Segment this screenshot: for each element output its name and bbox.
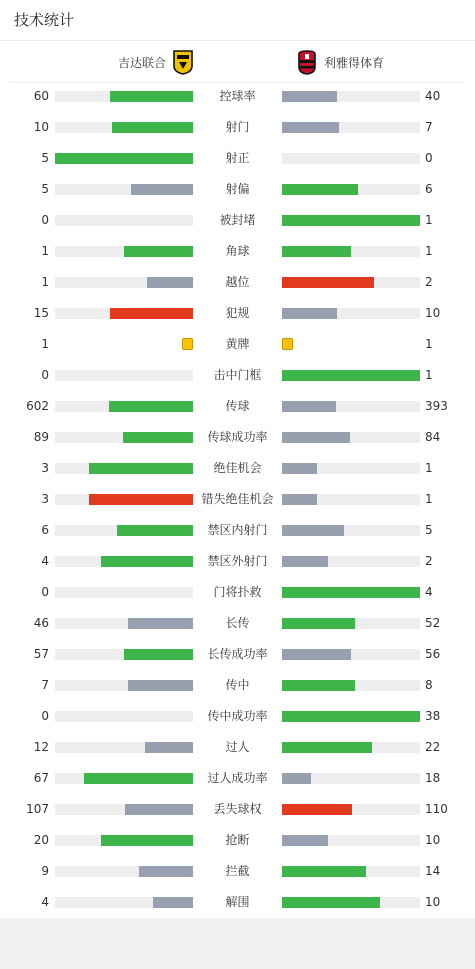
stat-label: 击中门框 — [213, 368, 262, 382]
home-value: 4 — [41, 554, 49, 568]
stat-label: 禁区外射门 — [207, 554, 268, 568]
away-yellow-card-icon — [282, 338, 293, 350]
away-bar-track — [282, 649, 420, 660]
away-bar-fill — [282, 246, 351, 257]
away-bar-fill — [282, 432, 350, 443]
stat-row — [0, 453, 475, 484]
home-bar-track — [55, 742, 193, 753]
stat-row — [0, 360, 475, 391]
away-bar-track — [282, 246, 420, 257]
away-bar-track — [282, 556, 420, 567]
home-value: 67 — [33, 771, 49, 785]
home-bar-fill — [110, 91, 193, 102]
stat-label: 解围 — [225, 895, 250, 909]
away-bar-fill — [282, 184, 358, 195]
home-value: 1 — [41, 337, 49, 351]
away-value: 1 — [425, 461, 433, 475]
stat-row — [0, 515, 475, 546]
stat-label: 传中 — [225, 678, 250, 692]
home-value: 9 — [41, 864, 49, 878]
stat-row — [0, 81, 475, 112]
away-bar-track — [282, 587, 420, 598]
stat-label: 长传成功率 — [207, 647, 268, 661]
home-bar-track — [55, 525, 193, 536]
away-value: 110 — [425, 802, 448, 816]
stat-label: 被封堵 — [219, 213, 256, 227]
home-value: 3 — [41, 461, 49, 475]
away-bar-track — [282, 153, 420, 164]
stat-label: 错失绝佳机会 — [201, 492, 274, 506]
stats-list — [0, 81, 475, 918]
stat-row — [0, 856, 475, 887]
away-bar-fill — [282, 587, 420, 598]
home-bar-track — [55, 215, 193, 226]
home-bar-fill — [147, 277, 193, 288]
away-value: 1 — [425, 244, 433, 258]
home-value: 46 — [33, 616, 49, 630]
home-team-name: 吉达联合 — [118, 55, 167, 70]
home-value: 15 — [33, 306, 49, 320]
away-bar-track — [282, 91, 420, 102]
home-bar-fill — [101, 556, 193, 567]
home-bar-fill — [55, 153, 193, 164]
stat-row — [0, 732, 475, 763]
home-bar-track — [55, 649, 193, 660]
away-value: 14 — [425, 864, 441, 878]
home-bar-fill — [139, 866, 193, 877]
away-value: 1 — [425, 492, 433, 506]
stat-row — [0, 484, 475, 515]
home-bar-track — [55, 897, 193, 908]
away-value: 2 — [425, 275, 433, 289]
away-value: 1 — [425, 337, 433, 351]
away-value: 52 — [425, 616, 441, 630]
away-bar-fill — [282, 773, 311, 784]
away-value: 40 — [425, 89, 441, 103]
home-value: 12 — [33, 740, 49, 754]
team-header — [10, 41, 465, 83]
away-bar-fill — [282, 835, 328, 846]
away-bar-track — [282, 277, 420, 288]
stat-label: 控球率 — [219, 89, 256, 103]
stat-label: 射门 — [225, 120, 250, 134]
home-bar-track — [55, 246, 193, 257]
away-value: 5 — [425, 523, 433, 537]
home-bar-fill — [124, 246, 193, 257]
stat-row — [0, 608, 475, 639]
away-bar-fill — [282, 742, 372, 753]
page-title: 技术统计 — [0, 0, 475, 41]
stat-row — [0, 298, 475, 329]
home-bar-fill — [89, 494, 193, 505]
away-value: 10 — [425, 306, 441, 320]
away-bar-track — [282, 804, 420, 815]
home-value: 5 — [41, 182, 49, 196]
stat-label: 角球 — [225, 244, 250, 258]
away-value: 22 — [425, 740, 441, 754]
home-value: 5 — [41, 151, 49, 165]
home-bar-track — [55, 401, 193, 412]
home-bar-fill — [131, 184, 193, 195]
away-bar-track — [282, 215, 420, 226]
home-value: 57 — [33, 647, 49, 661]
away-bar-track — [282, 463, 420, 474]
home-bar-fill — [109, 401, 193, 412]
home-bar-fill — [112, 122, 193, 133]
stat-row — [0, 143, 475, 174]
home-value: 0 — [41, 213, 49, 227]
away-value: 393 — [425, 399, 448, 413]
home-bar-track — [55, 370, 193, 381]
stat-row — [0, 267, 475, 298]
away-bar-fill — [282, 649, 351, 660]
stat-row — [0, 546, 475, 577]
home-bar-track — [55, 432, 193, 443]
away-bar-track — [282, 742, 420, 753]
away-value: 2 — [425, 554, 433, 568]
away-bar-track — [282, 680, 420, 691]
away-value: 56 — [425, 647, 441, 661]
away-bar-track — [282, 618, 420, 629]
away-bar-track — [282, 494, 420, 505]
home-value: 1 — [41, 244, 49, 258]
al-riyadh-crest-icon — [296, 49, 318, 75]
home-bar-fill — [128, 618, 193, 629]
away-bar-track — [282, 525, 420, 536]
home-bar-fill — [125, 804, 193, 815]
stat-label: 禁区内射门 — [207, 523, 268, 537]
home-bar-track — [55, 773, 193, 784]
away-value: 18 — [425, 771, 441, 785]
home-value: 6 — [41, 523, 49, 537]
away-value: 10 — [425, 833, 441, 847]
away-value: 4 — [425, 585, 433, 599]
away-bar-fill — [282, 277, 374, 288]
home-yellow-card-icon — [182, 338, 193, 350]
stat-label: 犯规 — [225, 306, 250, 320]
home-value: 60 — [33, 89, 49, 103]
away-bar-fill — [282, 401, 336, 412]
home-value: 89 — [33, 430, 49, 444]
home-bar-fill — [123, 432, 193, 443]
home-value: 1 — [41, 275, 49, 289]
away-value: 38 — [425, 709, 441, 723]
home-value: 0 — [41, 368, 49, 382]
away-value: 10 — [425, 895, 441, 909]
away-bar-fill — [282, 91, 337, 102]
home-bar-track — [55, 618, 193, 629]
away-team — [290, 49, 384, 75]
stat-label: 绝佳机会 — [213, 461, 262, 475]
home-bar-track — [55, 122, 193, 133]
away-bar-fill — [282, 556, 328, 567]
away-bar-fill — [282, 711, 420, 722]
away-value: 1 — [425, 368, 433, 382]
away-bar-track — [282, 866, 420, 877]
away-value: 0 — [425, 151, 433, 165]
stat-row — [0, 763, 475, 794]
away-bar-track — [282, 432, 420, 443]
home-bar-fill — [84, 773, 193, 784]
home-value: 7 — [41, 678, 49, 692]
home-value: 0 — [41, 709, 49, 723]
stat-label: 长传 — [225, 616, 250, 630]
home-bar-fill — [128, 680, 193, 691]
home-bar-track — [55, 556, 193, 567]
stat-label: 射偏 — [225, 182, 250, 196]
home-bar-fill — [101, 835, 193, 846]
stat-row — [0, 236, 475, 267]
away-bar-track — [282, 835, 420, 846]
away-bar-track — [282, 711, 420, 722]
home-bar-track — [55, 494, 193, 505]
away-bar-track — [282, 897, 420, 908]
away-bar-fill — [282, 122, 339, 133]
home-team — [118, 49, 200, 75]
stat-label: 射正 — [225, 151, 250, 165]
home-bar-track — [55, 866, 193, 877]
stat-row — [0, 701, 475, 732]
home-value: 602 — [26, 399, 49, 413]
away-bar-fill — [282, 680, 355, 691]
home-bar-fill — [117, 525, 193, 536]
away-bar-fill — [282, 897, 380, 908]
stat-row — [0, 794, 475, 825]
away-bar-track — [282, 773, 420, 784]
away-bar-fill — [282, 215, 420, 226]
away-bar-track — [282, 122, 420, 133]
home-value: 20 — [33, 833, 49, 847]
home-bar-track — [55, 153, 193, 164]
home-bar-track — [55, 184, 193, 195]
away-bar-fill — [282, 525, 344, 536]
home-bar-track — [55, 587, 193, 598]
home-bar-track — [55, 308, 193, 319]
away-bar-track — [282, 308, 420, 319]
stat-label: 过人成功率 — [207, 771, 268, 785]
stat-label: 门将扑救 — [213, 585, 262, 599]
away-bar-fill — [282, 308, 337, 319]
away-value: 7 — [425, 120, 433, 134]
away-bar-fill — [282, 618, 355, 629]
al-ittihad-crest-icon — [172, 49, 194, 75]
stat-row — [0, 825, 475, 856]
home-bar-fill — [110, 308, 193, 319]
stat-label: 传中成功率 — [207, 709, 268, 723]
home-bar-track — [55, 463, 193, 474]
home-bar-track — [55, 711, 193, 722]
home-bar-track — [55, 91, 193, 102]
home-bar-track — [55, 835, 193, 846]
away-value: 6 — [425, 182, 433, 196]
away-bar-track — [282, 370, 420, 381]
home-bar-fill — [89, 463, 193, 474]
away-bar-fill — [282, 804, 352, 815]
away-bar-fill — [282, 463, 317, 474]
stat-row — [0, 391, 475, 422]
home-value: 107 — [26, 802, 49, 816]
stat-label: 黄牌 — [225, 337, 250, 351]
away-value: 8 — [425, 678, 433, 692]
away-team-name: 利雅得体育 — [324, 55, 385, 70]
stat-row — [0, 577, 475, 608]
stat-row — [0, 639, 475, 670]
home-bar-track — [55, 804, 193, 815]
stat-label: 过人 — [225, 740, 250, 754]
home-bar-fill — [124, 649, 193, 660]
home-bar-track — [55, 680, 193, 691]
away-bar-fill — [282, 866, 366, 877]
away-bar-fill — [282, 494, 317, 505]
home-value: 0 — [41, 585, 49, 599]
stat-label: 传球成功率 — [207, 430, 268, 444]
away-bar-track — [282, 401, 420, 412]
stat-row — [0, 670, 475, 701]
stat-row — [0, 112, 475, 143]
away-value: 84 — [425, 430, 441, 444]
stat-label: 传球 — [225, 399, 250, 413]
away-bar-track — [282, 184, 420, 195]
stat-label: 丢失球权 — [213, 802, 262, 816]
stat-label: 越位 — [225, 275, 250, 289]
home-bar-fill — [145, 742, 193, 753]
stat-row — [0, 422, 475, 453]
away-bar-fill — [282, 370, 420, 381]
stat-row — [0, 205, 475, 236]
stat-row — [0, 329, 475, 360]
home-value: 10 — [33, 120, 49, 134]
stat-row — [0, 174, 475, 205]
stat-label: 拦截 — [225, 864, 250, 878]
home-bar-fill — [153, 897, 193, 908]
stat-label: 抢断 — [225, 833, 250, 847]
home-value: 3 — [41, 492, 49, 506]
home-bar-track — [55, 277, 193, 288]
away-value: 1 — [425, 213, 433, 227]
home-value: 4 — [41, 895, 49, 909]
stat-row — [0, 887, 475, 918]
